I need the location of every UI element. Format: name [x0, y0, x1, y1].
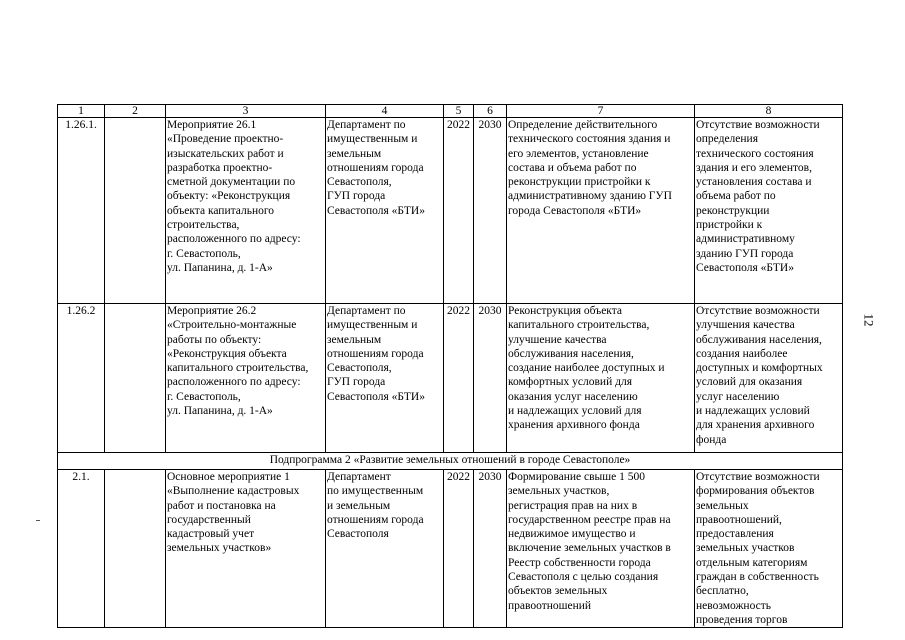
start-year: 2022 — [444, 470, 474, 628]
end-year: 2030 — [474, 470, 507, 628]
empty-cell — [105, 118, 166, 304]
page-number: 12 — [861, 313, 877, 327]
header-cell: 2 — [105, 105, 166, 118]
table-row — [58, 304, 843, 453]
start-year: 2022 — [444, 304, 474, 453]
scan-speck — [36, 520, 40, 521]
subprogram-row — [58, 453, 843, 470]
header-row — [58, 105, 843, 118]
header-cell: 7 — [507, 105, 695, 118]
header-cell: 1 — [58, 105, 105, 118]
end-year: 2030 — [474, 118, 507, 304]
consequence: Отсутствие возможности формирования объектов земельных правоотношений, предоставления земельных участков отдельным категориям граждан в собственность бесплатно, невозможность проведения торгов — [695, 470, 843, 628]
event-description: Мероприятие 26.2 «Строительно-монтажные работы по объекту: «Реконструкция объекта капитального строительства, расположенного по адресу: г. Севастополь, ул. Папанина, д. 1-А» — [166, 304, 326, 453]
header-cell: 6 — [474, 105, 507, 118]
end-year: 2030 — [474, 304, 507, 453]
expected-result: Реконструкция объекта капитального строительства, улучшение качества обслуживания населения, создание наиболее доступных и комфортных условий для оказания услуг населению и надлежащих условий для хранения архивного фонда — [507, 304, 695, 453]
header-cell: 8 — [695, 105, 843, 118]
row-number: 1.26.1. — [58, 118, 105, 304]
start-year: 2022 — [444, 118, 474, 304]
program-events-table — [57, 104, 843, 628]
subprogram-title: Подпрограмма 2 «Развитие земельных отношений в городе Севастополе» — [58, 453, 843, 470]
consequence: Отсутствие возможности определения технического состояния здания и его элементов, установления состава и объема работ по реконструкции пристройки к административному зданию ГУП города Севастополя «БТИ» — [695, 118, 843, 304]
table-row — [58, 470, 843, 628]
row-number: 1.26.2 — [58, 304, 105, 453]
event-description: Основное мероприятие 1 «Выполнение кадастровых работ и постановка на государственный кадастровый учет земельных участков» — [166, 470, 326, 628]
empty-cell — [105, 470, 166, 628]
row-number: 2.1. — [58, 470, 105, 628]
event-description: Мероприятие 26.1 «Проведение проектно- изыскательских работ и разработка проектно- сметной документации по объекту: «Реконструкция объекта капитального строительства, расположенного по адресу: г. Севастополь, ул. Папанина, д. 1-А» — [166, 118, 326, 304]
header-cell: 3 — [166, 105, 326, 118]
executor: Департамент по имущественным и земельным отношениям города Севастополя, ГУП города Севастополя «БТИ» — [326, 304, 444, 453]
executor: Департамент по имущественным и земельным отношениям города Севастополя — [326, 470, 444, 628]
expected-result: Формирование свыше 1 500 земельных участков, регистрация прав на них в государственном реестре прав на недвижимое имущество и включение земельных участков в Реестр собственности города Севастополя с целью создания объектов земельных правоотношений — [507, 470, 695, 628]
consequence: Отсутствие возможности улучшения качества обслуживания населения, создания наиболее доступных и комфортных условий для оказания услуг населению и надлежащих условий для хранения архивного фонда — [695, 304, 843, 453]
table-row — [58, 118, 843, 304]
header-cell: 4 — [326, 105, 444, 118]
empty-cell — [105, 304, 166, 453]
executor: Департамент по имущественным и земельным отношениям города Севастополя, ГУП города Севастополя «БТИ» — [326, 118, 444, 304]
header-cell: 5 — [444, 105, 474, 118]
expected-result: Определение действительного технического состояния здания и его элементов, установление состава и объема работ по реконструкции пристройки к административному зданию ГУП города Севастополя «БТИ» — [507, 118, 695, 304]
